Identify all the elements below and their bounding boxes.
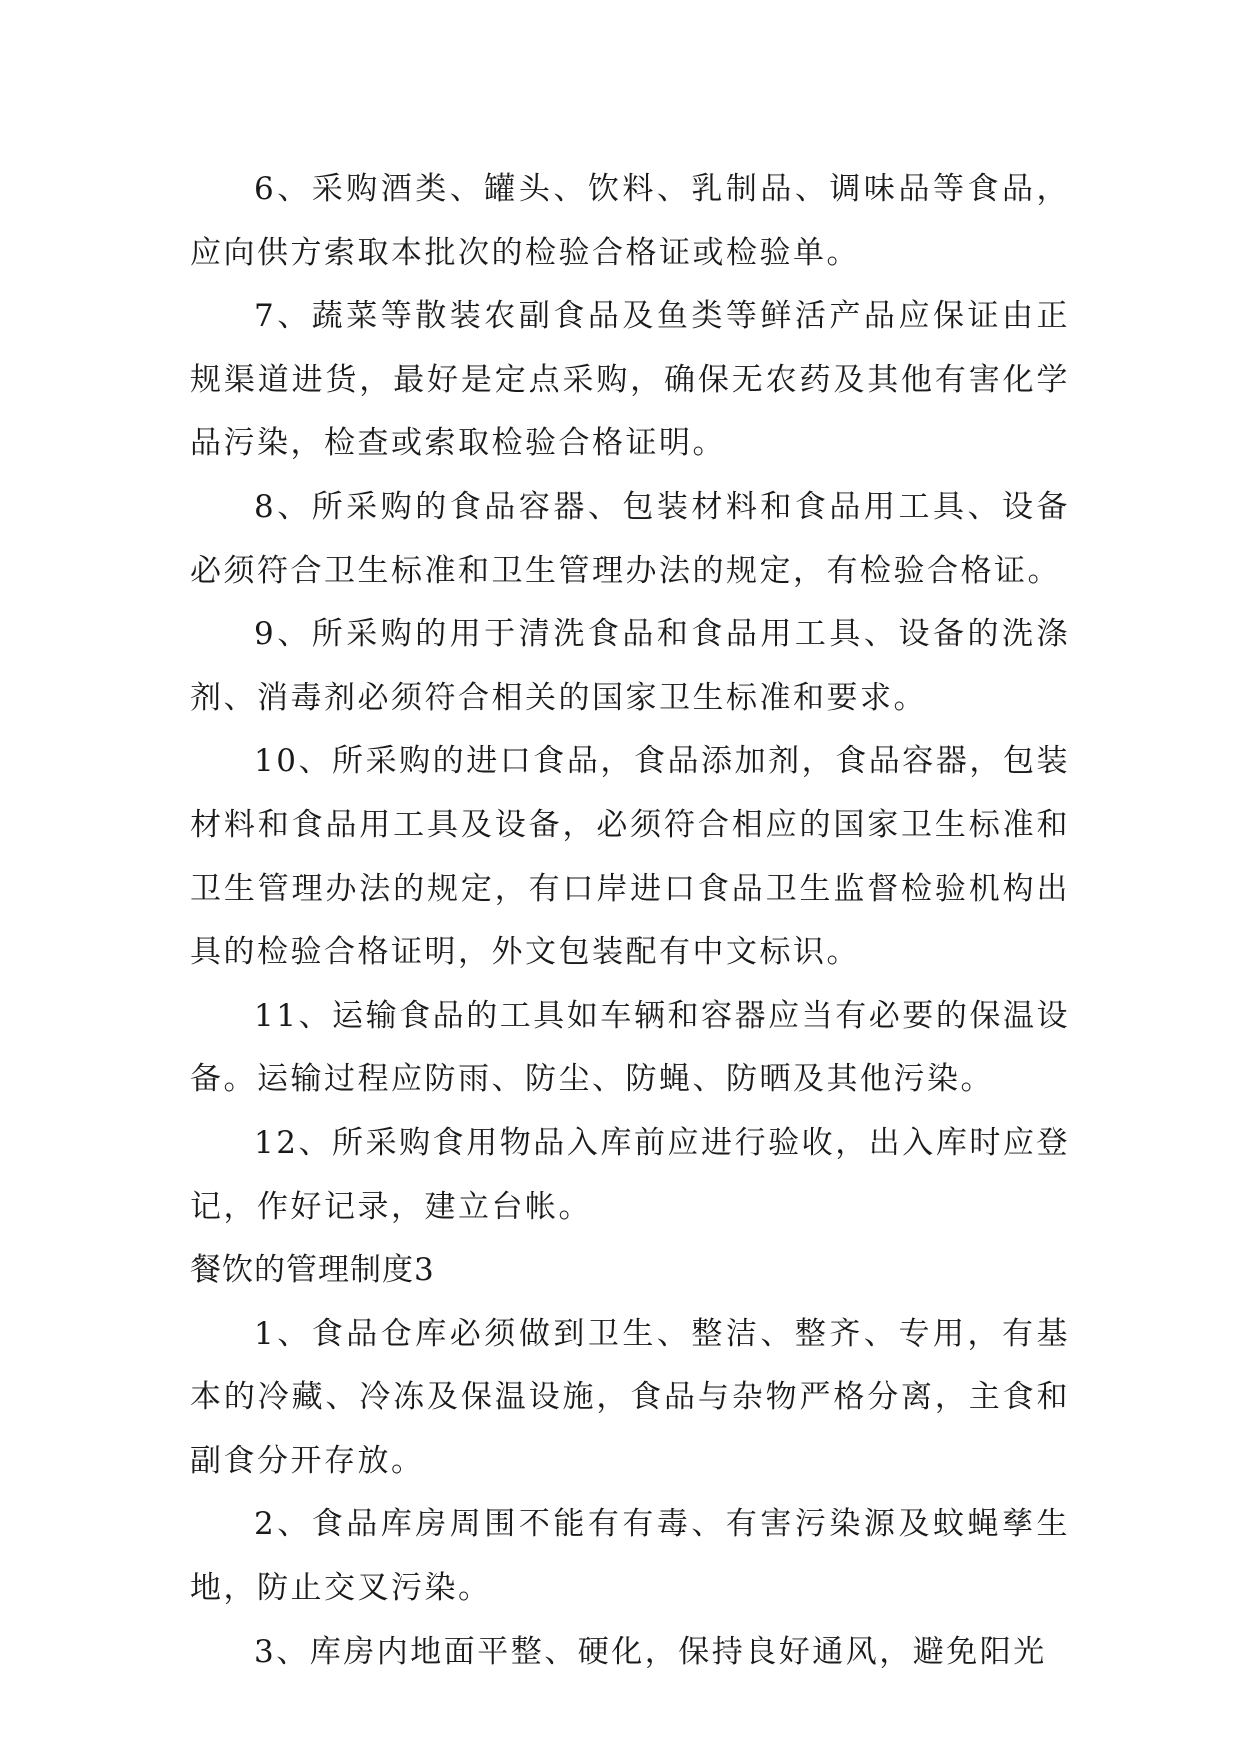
list-item-7: 7、蔬菜等散装农副食品及鱼类等鲜活产品应保证由正规渠道进货，最好是定点采购，确保无农药及其他有害化学品污染，检查或索取检验合格证明。 (190, 298, 1070, 462)
list-item-10: 10、所采购的进口食品，食品添加剂，食品容器，包装材料和食品用工具及设备，必须符合相应的国家卫生标准和卫生管理办法的规定，有口岸进口食品卫生监督检验机构出具的检验合格证明，外文包装配有中文标识。 (190, 743, 1070, 971)
list-item-11: 11、运输食品的工具如车辆和容器应当有必要的保温设备。运输过程应防雨、防尘、防蝇、防晒及其他污染。 (190, 997, 1070, 1098)
section-heading: 餐饮的管理制度3 (190, 1252, 435, 1289)
list-item-3: 3、库房内地面平整、硬化，保持良好通风，避免阳光 (254, 1633, 1047, 1670)
document-body (190, 158, 1070, 1684)
list-item-2: 2、食品库房周围不能有有毒、有害污染源及蚊蝇孳生地，防止交叉污染。 (190, 1506, 1070, 1607)
list-item-12: 12、所采购食用物品入库前应进行验收，出入库时应登记，作好记录，建立台帐。 (190, 1124, 1070, 1225)
list-item-6: 6、采购酒类、罐头、饮料、乳制品、调味品等食品，应向供方索取本批次的检验合格证或检验单。 (190, 171, 1070, 271)
list-item-1: 1、食品仓库必须做到卫生、整洁、整齐、专用，有基本的冷藏、冷冻及保温设施，食品与杂物严格分离，主食和副食分开存放。 (190, 1315, 1070, 1479)
list-item-9: 9、所采购的用于清洗食品和食品用工具、设备的洗涤剂、消毒剂必须符合相关的国家卫生标准和要求。 (190, 616, 1070, 716)
list-item-8: 8、所采购的食品容器、包装材料和食品用工具、设备必须符合卫生标准和卫生管理办法的规定，有检验合格证。 (190, 488, 1070, 589)
